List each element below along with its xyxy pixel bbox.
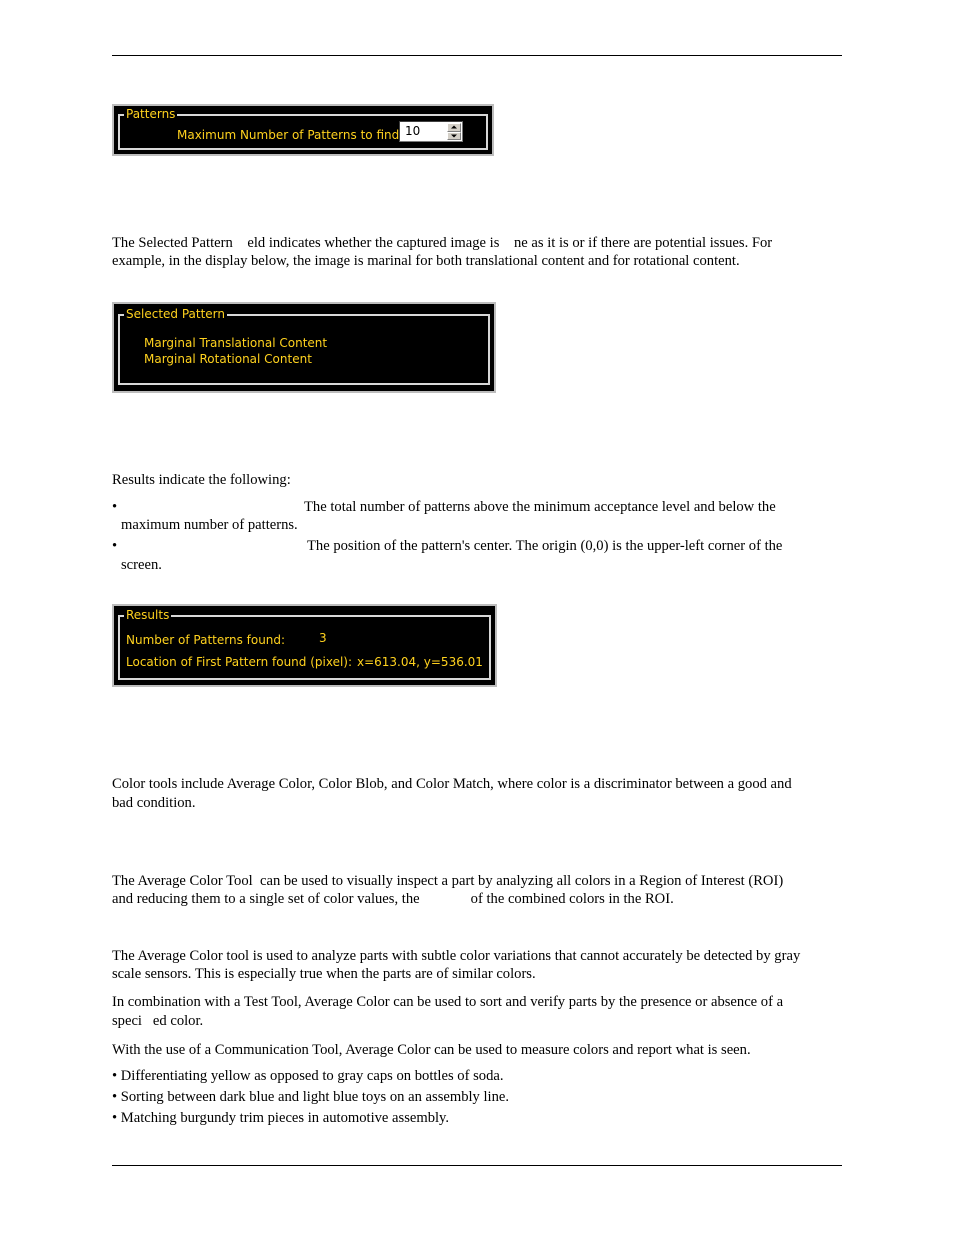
test-tool-line2: speci ed color.	[112, 1013, 204, 1029]
example-item-3: • Matching burgundy trim pieces in automotive assembly.	[112, 1110, 450, 1126]
arrow-down-icon	[451, 134, 457, 137]
arrow-up-icon	[451, 126, 457, 129]
patterns-groupbox	[118, 107, 488, 150]
patterns-panel	[112, 104, 494, 156]
max-patterns-label: Maximum Number of Patterns to find	[177, 128, 400, 142]
selected-pattern-legend: Selected Pattern	[126, 307, 226, 321]
subtle-variations-line1: The Average Color tool is used to analyze parts with subtle color variations that cannot accurately be detected by gray	[112, 948, 801, 964]
example-item-1: • Differentiating yellow as opposed to gray caps on bottles of soda.	[112, 1068, 504, 1084]
color-tools-line1: Color tools include Average Color, Color Blob, and Color Match, where color is a discriminator between a good and	[112, 776, 792, 792]
color-tools-line2: bad condition.	[112, 795, 196, 811]
results-bullet-2-line1: The position of the pattern's center. The origin (0,0) is the upper-left corner of the	[307, 538, 783, 554]
patterns-legend: Patterns	[126, 107, 176, 121]
subtle-variations-line2: scale sensors. This is especially true when the parts are of similar colors.	[112, 966, 536, 982]
patterns-found-label: Number of Patterns found:	[126, 633, 286, 647]
rotational-status: Marginal Rotational Content	[144, 352, 312, 366]
selected-pattern-line1: The Selected Pattern eld indicates whether the captured image is ne as it is or if there are potential issues. For	[112, 235, 773, 251]
patterns-found-value: 3	[319, 631, 327, 645]
max-patterns-value[interactable]: 10	[405, 124, 421, 138]
results-bullet-1-line1: The total number of patterns above the minimum acceptance level and below the	[304, 499, 776, 515]
footer-rule	[112, 1165, 842, 1166]
header-rule	[112, 55, 842, 56]
results-intro: Results indicate the following:	[112, 472, 291, 488]
first-pattern-location-value: x=613.04, y=536.01	[357, 655, 483, 669]
max-patterns-stepper[interactable]	[399, 121, 463, 142]
results-bullet-1-symbol: •	[112, 499, 118, 515]
results-bullet-2-symbol: •	[112, 538, 118, 554]
translational-status: Marginal Translational Content	[144, 336, 328, 350]
communication-tool-para: With the use of a Communication Tool, Average Color can be used to measure colors and report what is seen.	[112, 1042, 751, 1058]
results-legend: Results	[126, 608, 170, 622]
results-panel	[112, 604, 497, 687]
stepper-buttons	[447, 123, 461, 140]
results-groupbox	[118, 608, 491, 680]
results-bullet-1-line2: maximum number of patterns.	[121, 517, 298, 533]
selected-pattern-panel	[112, 302, 496, 393]
results-bullet-2-line2: screen.	[121, 557, 162, 573]
first-pattern-location-label: Location of First Pattern found (pixel):	[126, 655, 353, 669]
example-item-2: • Sorting between dark blue and light blue toys on an assembly line.	[112, 1089, 510, 1105]
stepper-down-button[interactable]	[447, 132, 461, 141]
stepper-up-button[interactable]	[447, 123, 461, 132]
selected-pattern-line2: example, in the display below, the image is marinal for both translational content and for rotational content.	[112, 253, 740, 269]
selected-pattern-groupbox	[118, 307, 490, 385]
average-color-line2: and reducing them to a single set of color values, the of the combined colors in the ROI.	[112, 891, 674, 907]
test-tool-line1: In combination with a Test Tool, Average Color can be used to sort and verify parts by the presence or absence of a	[112, 994, 784, 1010]
average-color-line1: The Average Color Tool can be used to visually inspect a part by analyzing all colors in a Region of Interest (ROI)	[112, 873, 784, 889]
